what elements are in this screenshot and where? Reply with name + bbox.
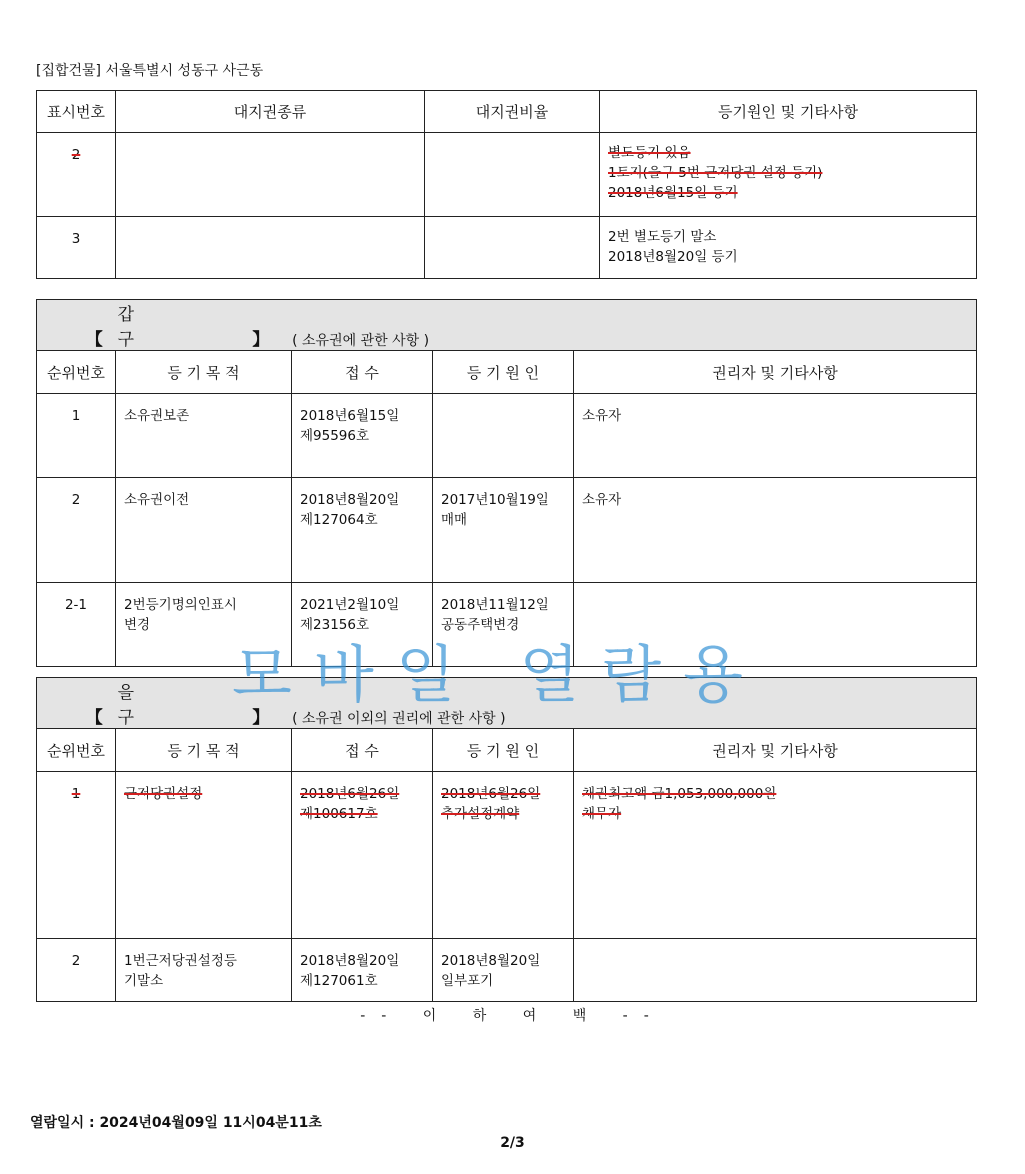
- holder: [574, 583, 976, 595]
- purpose: 소유권보존: [124, 408, 190, 424]
- table-row: [37, 772, 977, 939]
- cause: [433, 394, 573, 406]
- receipt-date: 2021년2월10일: [300, 597, 400, 613]
- purpose-line: 2번등기명의인표시: [124, 597, 237, 613]
- receipt-date: 2018년8월20일: [300, 953, 400, 969]
- cause-type: 공동주택변경: [441, 617, 520, 633]
- purpose-line: 변경: [124, 617, 151, 633]
- holder: 소유자: [582, 408, 622, 424]
- section-name: 갑 구: [117, 305, 194, 350]
- display-no: 3: [71, 231, 81, 247]
- purpose: 근저당권설정: [124, 786, 203, 802]
- holder: 소유자: [582, 492, 622, 508]
- rank-no: 1: [71, 786, 81, 802]
- col-display-no: 표시번호: [37, 91, 116, 133]
- section-name: 을 구: [117, 683, 194, 728]
- purpose: 소유권이전: [124, 492, 190, 508]
- end-of-record-mark: [0, 1005, 1025, 1025]
- holder: [574, 939, 976, 951]
- bracket-close: 】: [252, 330, 270, 350]
- col-cause: 등 기 원 인: [433, 351, 574, 394]
- land-right-type: [116, 133, 424, 145]
- cause-type: 매매: [441, 512, 468, 528]
- land-right-type: [116, 217, 424, 229]
- col-rank-no: 순위번호: [37, 729, 116, 772]
- cause: [433, 939, 573, 991]
- view-timestamp: 열람일시 : 2024년04월09일 11시04분11초: [30, 1115, 322, 1131]
- receipt: [292, 939, 432, 991]
- land-right-ratio: [425, 133, 599, 145]
- receipt: [292, 394, 432, 446]
- holder-line: 채무자: [582, 806, 622, 822]
- col-cause: 등 기 원 인: [433, 729, 574, 772]
- table-row: [37, 394, 977, 478]
- col-purpose: 등 기 목 적: [116, 351, 292, 394]
- col-rank-no: 순위번호: [37, 351, 116, 394]
- cause-date: 2018년11월12일: [441, 597, 549, 613]
- bracket-close: 】: [252, 708, 270, 728]
- eul-section-table: [36, 677, 977, 1002]
- end-mark-text: -- 이 하 여 백 --: [360, 1008, 665, 1024]
- bracket-open: 【: [85, 330, 103, 350]
- col-land-right-type: 대지권종류: [116, 91, 425, 133]
- cause: [433, 478, 573, 530]
- table-row: [37, 217, 977, 279]
- col-registration-cause: 등기원인 및 기타사항: [600, 91, 977, 133]
- registration-remarks: [600, 133, 976, 203]
- receipt-no: 제127061호: [300, 973, 378, 989]
- registration-remarks: [600, 217, 976, 267]
- col-purpose: 등 기 목 적: [116, 729, 292, 772]
- gap-section-title: [37, 300, 977, 351]
- cause: [433, 583, 573, 635]
- rank-no: 2-1: [64, 597, 88, 613]
- remarks-line: 2018년8월20일 등기: [608, 249, 738, 265]
- table-row: [37, 478, 977, 583]
- cause-date: 2018년8월20일: [441, 953, 541, 969]
- gap-section-table: [36, 299, 977, 667]
- receipt-no: 제95596호: [300, 428, 370, 444]
- receipt: [292, 583, 432, 635]
- table-row: [37, 133, 977, 217]
- cause-type: 추가설정계약: [441, 806, 520, 822]
- cause-date: 2018년6월26일: [441, 786, 541, 802]
- cause: [433, 772, 573, 824]
- section-subtitle: ( 소유권에 관한 사항 ): [292, 333, 430, 349]
- purpose: [116, 583, 291, 635]
- table-row: [37, 583, 977, 667]
- rank-no: 2: [71, 492, 81, 508]
- col-land-right-ratio: 대지권비율: [425, 91, 600, 133]
- col-holder: 권리자 및 기타사항: [574, 351, 977, 394]
- receipt-no: 제23156호: [300, 617, 370, 633]
- receipt-date: 2018년6월15일: [300, 408, 400, 424]
- land-right-ratio: [425, 217, 599, 229]
- eul-section-title: [37, 678, 977, 729]
- land-rights-table: [36, 90, 977, 279]
- rank-no: 2: [71, 953, 81, 969]
- col-holder: 권리자 및 기타사항: [574, 729, 977, 772]
- document-header: [집합건물] 서울특별시 성동구 사근동: [36, 63, 264, 79]
- receipt: [292, 478, 432, 530]
- receipt-no: 제127064호: [300, 512, 378, 528]
- holder: [574, 772, 976, 824]
- display-no: 2: [71, 147, 81, 163]
- purpose: [116, 939, 291, 991]
- remarks-line: 2번 별도등기 말소: [608, 229, 717, 245]
- cause-type: 일부포기: [441, 973, 494, 989]
- bracket-open: 【: [85, 708, 103, 728]
- remarks-line: 2018년6월15일 등기: [608, 185, 738, 201]
- remarks-line: 별도등기 있음: [608, 145, 691, 161]
- receipt-date: 2018년8월20일: [300, 492, 400, 508]
- table-row: [37, 939, 977, 1002]
- purpose-line: 기말소: [124, 973, 164, 989]
- remarks-line: 1토지(을구 5번 근저당권 설정 등기): [608, 165, 823, 181]
- mobile-view-watermark: 모바일 열람용: [232, 638, 766, 711]
- purpose-line: 1번근저당권설정등: [124, 953, 237, 969]
- receipt-date: 2018년6월26일: [300, 786, 400, 802]
- receipt: [292, 772, 432, 824]
- col-receipt: 접 수: [292, 729, 433, 772]
- page-number: 2/3: [500, 1135, 525, 1151]
- cause-date: 2017년10월19일: [441, 492, 549, 508]
- receipt-no: 제100617호: [300, 806, 378, 822]
- holder-line: 채권최고액 금1,053,000,000원: [582, 786, 777, 802]
- col-receipt: 접 수: [292, 351, 433, 394]
- rank-no: 1: [71, 408, 81, 424]
- section-subtitle: ( 소유권 이외의 권리에 관한 사항 ): [292, 711, 506, 727]
